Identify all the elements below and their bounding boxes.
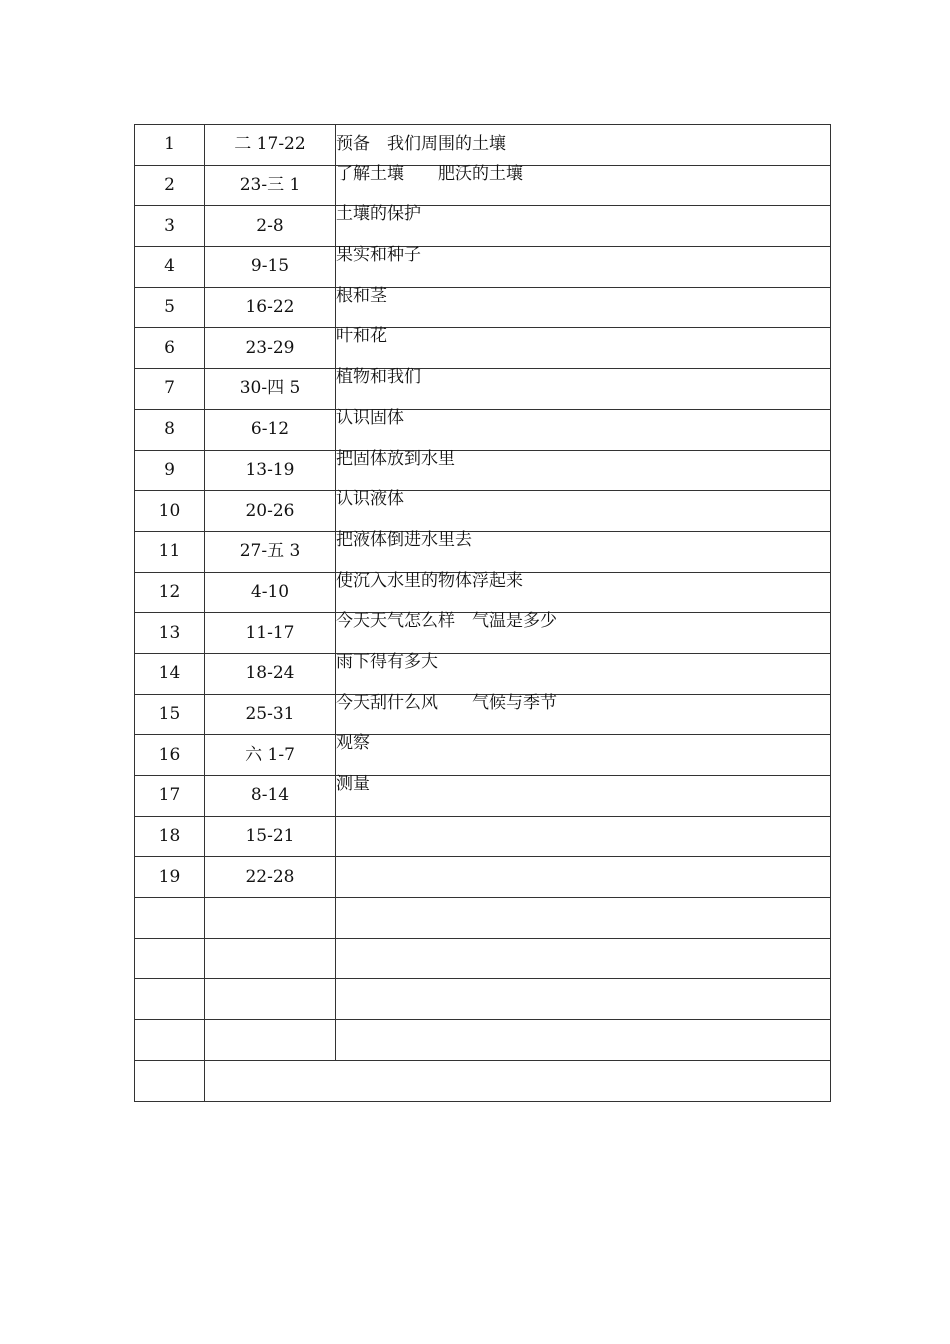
- topic-cell: 使沉入水里的物体浮起来: [336, 572, 831, 613]
- date-range-cell: 23-三 1: [205, 165, 336, 206]
- date-range-cell: 23-29: [205, 328, 336, 369]
- topic-cell: 土壤的保护: [336, 206, 831, 247]
- date-range-cell: 11-17: [205, 613, 336, 654]
- date-range-cell: 16-22: [205, 287, 336, 328]
- date-range-cell: 9-15: [205, 247, 336, 288]
- topic-cell: [336, 938, 831, 979]
- table-row: [135, 613, 831, 654]
- merged-cell: [205, 1060, 831, 1101]
- table-row: [135, 694, 831, 735]
- topic-cell: 今天刮什么风 气候与季节: [336, 694, 831, 735]
- table-row: [135, 369, 831, 410]
- topic-cell: 测量: [336, 776, 831, 817]
- week-cell: 7: [135, 369, 205, 410]
- table-row: [135, 938, 831, 979]
- table-row: [135, 287, 831, 328]
- week-cell: 16: [135, 735, 205, 776]
- date-range-cell: 20-26: [205, 491, 336, 532]
- table-row: [135, 898, 831, 939]
- table-row: [135, 165, 831, 206]
- week-cell: 15: [135, 694, 205, 735]
- topic-cell: [336, 898, 831, 939]
- week-cell: 8: [135, 409, 205, 450]
- topic-cell: 植物和我们: [336, 369, 831, 410]
- date-range-cell: [205, 898, 336, 939]
- topic-cell: [336, 979, 831, 1020]
- table-row: [135, 776, 831, 817]
- topic-cell: 雨下得有多大: [336, 653, 831, 694]
- week-cell: 17: [135, 776, 205, 817]
- topic-cell: 根和茎: [336, 287, 831, 328]
- table-row: [135, 491, 831, 532]
- table-row: [135, 206, 831, 247]
- date-range-cell: [205, 1020, 336, 1061]
- date-range-cell: 13-19: [205, 450, 336, 491]
- topic-cell: [336, 1020, 831, 1061]
- topic-cell: 认识液体: [336, 491, 831, 532]
- topic-cell: 把固体放到水里: [336, 450, 831, 491]
- table-row: [135, 450, 831, 491]
- date-range-cell: 30-四 5: [205, 369, 336, 410]
- date-range-cell: 8-14: [205, 776, 336, 817]
- topic-cell: [336, 816, 831, 857]
- week-cell: 1: [135, 125, 205, 166]
- topic-cell: [336, 857, 831, 898]
- date-range-cell: 6-12: [205, 409, 336, 450]
- date-range-cell: 4-10: [205, 572, 336, 613]
- date-range-cell: 18-24: [205, 653, 336, 694]
- week-cell: 11: [135, 531, 205, 572]
- table-row: [135, 1020, 831, 1061]
- week-cell: 4: [135, 247, 205, 288]
- table-row: [135, 409, 831, 450]
- teaching-schedule-table: [134, 124, 831, 1102]
- topic-cell: 叶和花: [336, 328, 831, 369]
- table-row: [135, 125, 831, 166]
- table-row: [135, 857, 831, 898]
- topic-cell: 果实和种子: [336, 247, 831, 288]
- table-row: [135, 328, 831, 369]
- week-cell: 3: [135, 206, 205, 247]
- topic-cell: 预备 我们周围的土壤: [336, 125, 831, 166]
- week-cell: 9: [135, 450, 205, 491]
- table-row: [135, 572, 831, 613]
- date-range-cell: 15-21: [205, 816, 336, 857]
- week-cell: 18: [135, 816, 205, 857]
- week-cell: [135, 1020, 205, 1061]
- week-cell: [135, 979, 205, 1020]
- week-cell: [135, 938, 205, 979]
- week-cell: 10: [135, 491, 205, 532]
- table-row: [135, 816, 831, 857]
- week-cell: 5: [135, 287, 205, 328]
- table-row: [135, 1060, 831, 1101]
- date-range-cell: 六 1-7: [205, 735, 336, 776]
- date-range-cell: 25-31: [205, 694, 336, 735]
- date-range-cell: 2-8: [205, 206, 336, 247]
- table-row: [135, 653, 831, 694]
- table-row: [135, 531, 831, 572]
- week-cell: [135, 1060, 205, 1101]
- date-range-cell: [205, 979, 336, 1020]
- week-cell: 13: [135, 613, 205, 654]
- topic-cell: 了解土壤 肥沃的土壤: [336, 165, 831, 206]
- table-row: [135, 247, 831, 288]
- week-cell: 6: [135, 328, 205, 369]
- table-row: [135, 735, 831, 776]
- date-range-cell: 22-28: [205, 857, 336, 898]
- week-cell: [135, 898, 205, 939]
- topic-cell: 认识固体: [336, 409, 831, 450]
- date-range-cell: 27-五 3: [205, 531, 336, 572]
- date-range-cell: [205, 938, 336, 979]
- week-cell: 14: [135, 653, 205, 694]
- topic-cell: 把液体倒进水里去: [336, 531, 831, 572]
- topic-cell: 观察: [336, 735, 831, 776]
- week-cell: 12: [135, 572, 205, 613]
- date-range-cell: 二 17-22: [205, 125, 336, 166]
- table-row: [135, 979, 831, 1020]
- topic-cell: 今天天气怎么样 气温是多少: [336, 613, 831, 654]
- week-cell: 19: [135, 857, 205, 898]
- week-cell: 2: [135, 165, 205, 206]
